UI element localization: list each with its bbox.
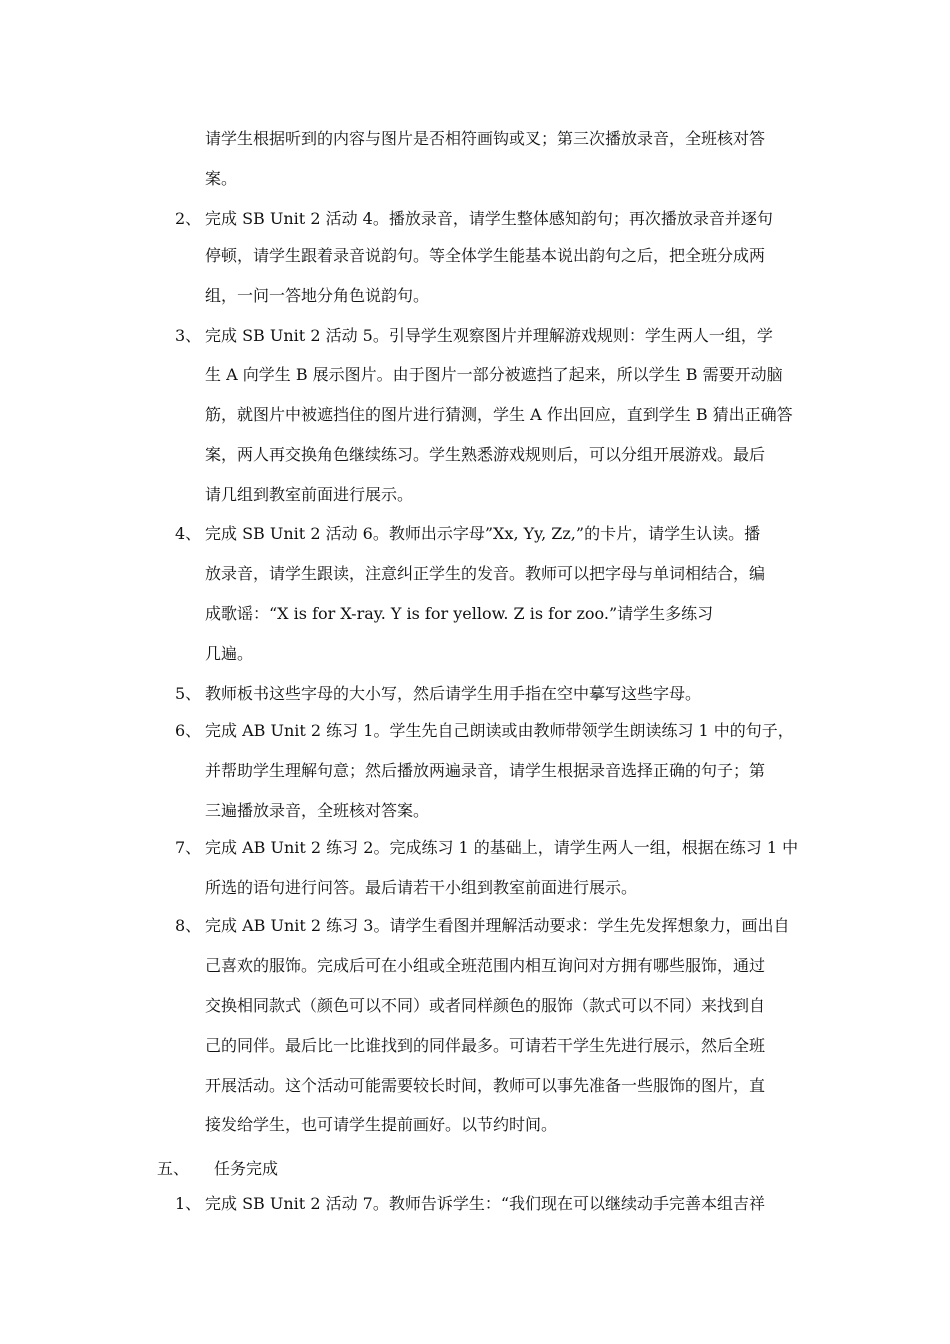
line-text: 完成 SB Unit 2 活动 6。教师出示字母”Xx, Yy, Zz,”的卡片，请学生认读。播 xyxy=(205,524,761,543)
list-item-start xyxy=(0,1192,950,1216)
text-line xyxy=(0,284,950,308)
list-number: 1、 xyxy=(175,1194,202,1213)
text-line xyxy=(0,1074,950,1098)
list-number: 4、 xyxy=(175,524,202,543)
line-text: 筋，就图片中被遮挡住的图片进行猜测，学生 A 作出回应，直到学生 B 猜出正确答 xyxy=(205,405,793,424)
text-line xyxy=(0,799,950,823)
text-line xyxy=(0,1034,950,1058)
line-text: 请学生根据听到的内容与图片是否相符画钩或叉；第三次播放录音，全班核对答 xyxy=(205,129,766,148)
list-item-start xyxy=(0,914,950,938)
line-text: 停顿，请学生跟着录音说韵句。等全体学生能基本说出韵句之后，把全班分成两 xyxy=(205,246,766,265)
line-text: 完成 AB Unit 2 练习 3。请学生看图并理解活动要求：学生先发挥想象力，画出自 xyxy=(205,916,790,935)
line-text: 交换相同款式（颜色可以不同）或者同样颜色的服饰（款式可以不同）来找到自 xyxy=(205,996,766,1015)
section-heading xyxy=(0,1157,950,1181)
line-text: 生 A 向学生 B 展示图片。由于图片一部分被遮挡了起来，所以学生 B 需要开动脑 xyxy=(205,365,783,384)
line-text: 案，两人再交换角色继续练习。学生熟悉游戏规则后，可以分组开展游戏。最后 xyxy=(205,445,766,464)
line-text: 己喜欢的服饰。完成后可在小组或全班范围内相互询问对方拥有哪些服饰，通过 xyxy=(205,956,766,975)
text-line xyxy=(0,443,950,467)
line-text: 请几组到教室前面进行展示。 xyxy=(205,485,414,504)
list-number: 6、 xyxy=(175,721,202,740)
text-line xyxy=(0,642,950,666)
text-line xyxy=(0,363,950,387)
line-text: 组，一问一答地分角色说韵句。 xyxy=(205,286,430,305)
text-line xyxy=(0,1113,950,1137)
line-text: 案。 xyxy=(205,169,238,188)
text-line xyxy=(0,403,950,427)
list-item-start xyxy=(0,836,950,860)
line-text: 教师板书这些字母的大小写，然后请学生用手指在空中摹写这些字母。 xyxy=(205,684,702,703)
list-number: 5、 xyxy=(175,684,202,703)
line-text: 放录音，请学生跟读，注意纠正学生的发音。教师可以把字母与单词相结合，编 xyxy=(205,564,766,583)
text-line xyxy=(0,994,950,1018)
list-number: 7、 xyxy=(175,838,202,857)
list-number: 3、 xyxy=(175,326,202,345)
line-text: 三遍播放录音，全班核对答案。 xyxy=(205,801,430,820)
text-line xyxy=(0,954,950,978)
line-text: 完成 AB Unit 2 练习 2。完成练习 1 的基础上，请学生两人一组，根据在练习 1 中 xyxy=(205,838,799,857)
line-text: 开展活动。这个活动可能需要较长时间，教师可以事先准备一些服饰的图片，直 xyxy=(205,1076,766,1095)
line-text: 己的同伴。最后比一比谁找到的同伴最多。可请若干学生先进行展示，然后全班 xyxy=(205,1036,766,1055)
line-text: 并帮助学生理解句意；然后播放两遍录音，请学生根据录音选择正确的句子；第 xyxy=(205,761,766,780)
text-line xyxy=(0,602,950,626)
line-text: 所选的语句进行问答。最后请若干小组到教室前面进行展示。 xyxy=(205,878,638,897)
list-number: 2、 xyxy=(175,209,202,228)
section-title: 任务完成 xyxy=(214,1159,279,1178)
text-line xyxy=(0,127,950,151)
line-text: 完成 SB Unit 2 活动 4。播放录音，请学生整体感知韵句；再次播放录音并逐句 xyxy=(205,209,773,228)
text-line xyxy=(0,759,950,783)
text-line xyxy=(0,167,950,191)
section-number: 五、 xyxy=(157,1159,190,1178)
text-line xyxy=(0,876,950,900)
list-item-start xyxy=(0,207,950,231)
line-text: 几遍。 xyxy=(205,644,254,663)
list-item-start xyxy=(0,324,950,348)
text-line xyxy=(0,244,950,268)
line-text: 完成 SB Unit 2 活动 5。引导学生观察图片并理解游戏规则：学生两人一组，学 xyxy=(205,326,773,345)
line-text: 接发给学生，也可请学生提前画好。以节约时间。 xyxy=(205,1115,558,1134)
line-text: 完成 SB Unit 2 活动 7。教师告诉学生：“我们现在可以继续动手完善本组吉祥 xyxy=(205,1194,766,1213)
text-line xyxy=(0,483,950,507)
list-item-start xyxy=(0,719,950,743)
text-line xyxy=(0,562,950,586)
list-item-start xyxy=(0,522,950,546)
line-text: 成歌谣：“X is for X-ray. Y is for yellow. Z is for zoo.”请学生多练习 xyxy=(205,604,714,623)
line-text: 完成 AB Unit 2 练习 1。学生先自己朗读或由教师带领学生朗读练习 1 中的句子， xyxy=(205,721,794,740)
list-item-start xyxy=(0,682,950,706)
list-number: 8、 xyxy=(175,916,202,935)
